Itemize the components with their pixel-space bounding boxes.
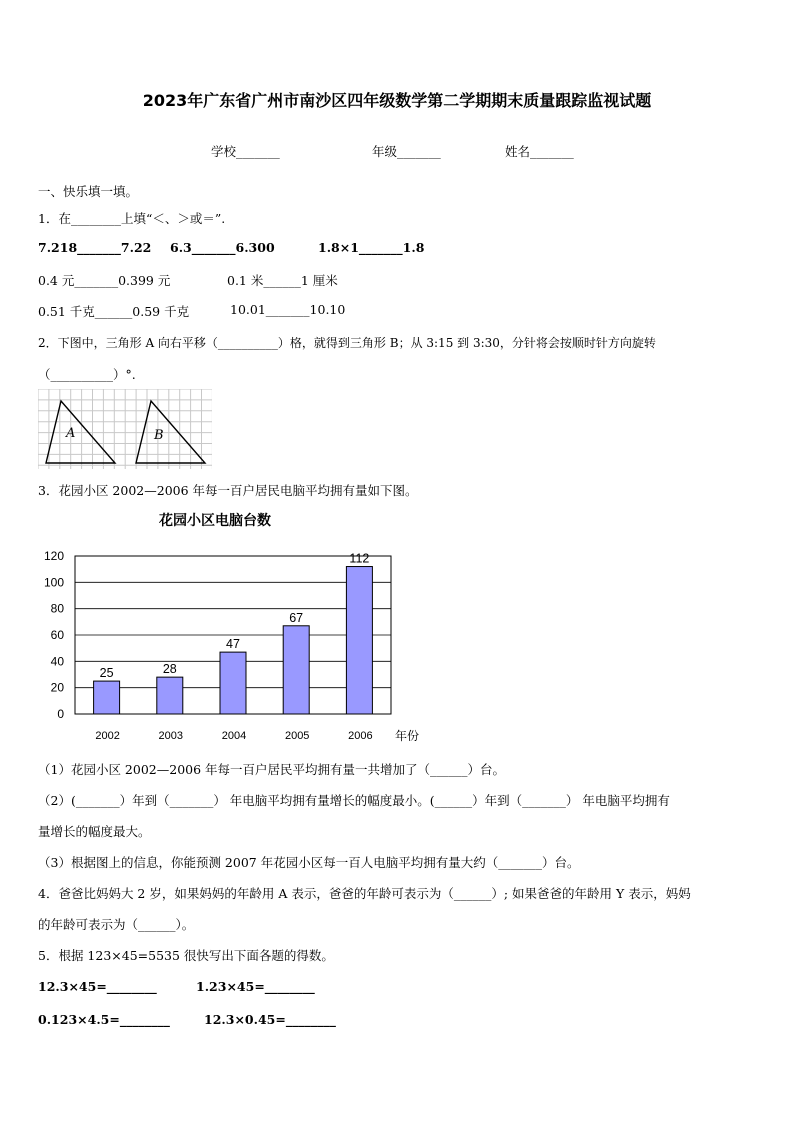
q4-line: 的年龄可表示为（______）。 <box>38 917 195 932</box>
triangle-a-label: A <box>66 426 76 441</box>
q5-item: 0.123×4.5=________ <box>38 1012 170 1027</box>
bar <box>283 626 309 714</box>
triangle-b-label: B <box>154 428 164 443</box>
q1-item: 0.51 千克______0.59 千克 <box>38 304 190 319</box>
q1-item: 10.01_______10.10 <box>230 302 346 317</box>
q5-item: 12.3×0.45=________ <box>204 1012 336 1027</box>
x-tick-label: 2004 <box>221 730 247 742</box>
y-tick-label: 100 <box>43 575 64 590</box>
data-label: 28 <box>162 662 177 677</box>
y-tick-label: 120 <box>43 549 64 563</box>
q2-line: 2．下图中，三角形 A 向右平移（__________）格，就得到三角形 B；从 3:15 到 3:30，分针将会按顺时针方向旋转 <box>38 336 656 350</box>
bar <box>220 652 246 714</box>
q1-item: 6.3_______6.300 <box>170 240 275 255</box>
q5-stem: 5．根据 123×45=5535 很快写出下面各题的得数。 <box>38 948 334 963</box>
bar <box>157 677 183 714</box>
data-label: 67 <box>289 610 304 625</box>
q1-item: 0.1 米______1 厘米 <box>227 273 338 288</box>
x-tick-label: 2002 <box>95 730 120 742</box>
q3-sub1: （1）花园小区 2002—2006 年每一百户居民平均拥有量一共增加了（______）台。 <box>38 762 506 777</box>
data-label: 112 <box>349 551 370 566</box>
section-heading: 一、快乐填一填。 <box>38 184 139 199</box>
name-field: 姓名_______ <box>505 144 574 159</box>
q3-stem: 3．花园小区 2002—2006 年每一百户居民电脑平均拥有量如下图。 <box>38 483 418 498</box>
data-label: 25 <box>99 666 114 681</box>
q1-item: 7.218_______7.22 <box>38 240 152 255</box>
q3-sub2-cont: 量增长的幅度最大。 <box>38 824 151 839</box>
q1-item: 1.8×1_______1.8 <box>318 240 425 255</box>
y-tick-label: 80 <box>50 601 64 616</box>
school-field: 学校_______ <box>211 144 280 159</box>
q1-stem: 1．在________上填“＜、＞或＝”. <box>38 211 226 226</box>
q4-line: 4．爸爸比妈妈大 2 岁，如果妈妈的年龄用 A 表示，爸爸的年龄可表示为（______）; 如果爸爸的年龄用 Y 表示，妈妈 <box>38 886 691 901</box>
triangle-a <box>46 401 115 463</box>
y-tick-label: 40 <box>50 654 64 669</box>
triangle-b <box>136 401 205 463</box>
q1-item: 0.4 元_______0.399 元 <box>38 273 171 288</box>
q2-line: （__________）°. <box>38 367 136 382</box>
y-tick-label: 0 <box>57 707 64 721</box>
q3-sub2: （2）(_______）年到（_______） 年电脑平均拥有量增长的幅度最小。(______）年到（_______） 年电脑平均拥有 <box>38 793 670 808</box>
q3-sub3: （3）根据图上的信息，你能预测 2007 年花园小区每一百人电脑平均拥有量大约（_______）台。 <box>38 855 580 870</box>
data-label: 47 <box>226 637 240 652</box>
x-tick-label: 2005 <box>284 730 310 742</box>
grade-field: 年级_______ <box>372 144 441 159</box>
bar-chart <box>30 508 430 748</box>
x-tick-label: 2003 <box>158 730 184 742</box>
x-axis-label: 年份 <box>395 729 420 743</box>
x-tick-label: 2006 <box>348 730 373 742</box>
triangle-grid <box>38 389 212 469</box>
page-title: 2023年广东省广州市南沙区四年级数学第二学期期末质量跟踪监视试题 <box>142 91 652 110</box>
chart-title: 花园小区电脑台数 <box>159 512 271 528</box>
y-tick-label: 20 <box>50 680 64 695</box>
y-tick-label: 60 <box>50 628 64 642</box>
bar <box>346 567 372 714</box>
bar <box>94 681 120 714</box>
q5-item: 12.3×45=________ <box>38 979 157 994</box>
q5-item: 1.23×45=________ <box>196 979 315 994</box>
